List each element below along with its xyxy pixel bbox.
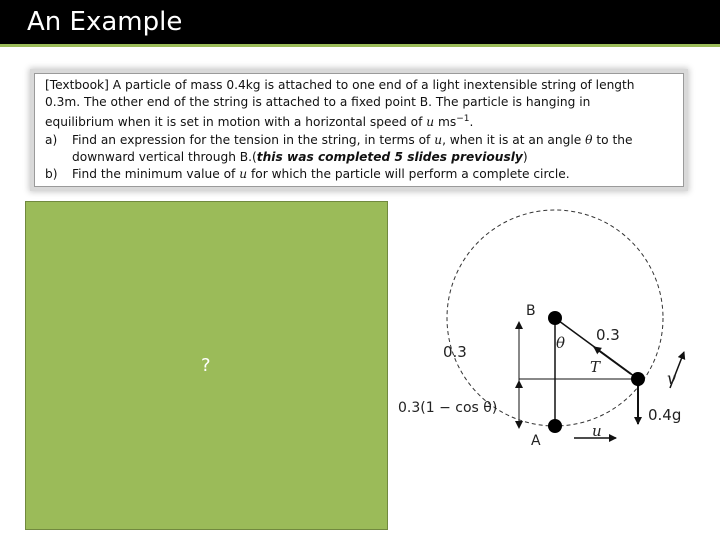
answer-placeholder: ? <box>201 355 211 376</box>
particle <box>631 372 645 386</box>
part-a-var-theta: θ <box>585 132 593 147</box>
part-a-var-u: u <box>434 132 443 147</box>
textbook-tag: [Textbook] <box>45 78 109 92</box>
unit-ms: ms <box>437 115 457 130</box>
label-initial-speed: u <box>592 422 602 440</box>
part-a-close: ) <box>522 149 528 164</box>
part-a-text-1: Find an expression for the tension in the string, in terms of <box>72 132 431 147</box>
part-b-text-2: for which the particle will perform a complete circle. <box>250 167 570 182</box>
part-a-label: a) <box>45 132 58 147</box>
intro-text-1: A particle of mass 0.4kg is attached to one end of a light inextensible string of length <box>112 78 635 92</box>
label-height: 0.3(1 − cos θ) <box>398 400 498 416</box>
label-string-length: 0.3 <box>443 343 467 361</box>
label-tension: T <box>590 358 601 376</box>
part-a-note: this was completed 5 slides previously <box>256 149 523 164</box>
point-B <box>548 311 562 325</box>
intro-text-3: equilibrium when it is set in motion with a horizontal speed of <box>45 115 423 130</box>
var-u: u <box>426 115 435 130</box>
question-intro-line-2: 0.3m. The other end of the string is attached to a fixed point B. The particle is hanging in <box>45 95 591 110</box>
label-theta: θ <box>556 334 566 352</box>
label-B: B <box>526 303 536 319</box>
unit-exponent: −1 <box>456 114 470 125</box>
part-b-text-1: Find the minimum value of <box>72 167 236 182</box>
label-velocity: v <box>667 369 677 388</box>
part-a-text-4: downward vertical through B.( <box>72 149 257 164</box>
slide-title: An Example <box>27 7 183 37</box>
part-b-label: b) <box>45 167 58 182</box>
label-radius: 0.3 <box>596 326 620 344</box>
label-weight: 0.4g <box>648 406 682 424</box>
label-A: A <box>531 433 541 449</box>
part-a-text-3: to the <box>596 132 633 147</box>
point-A <box>548 419 562 433</box>
part-b-var-u: u <box>239 167 248 182</box>
part-a-text-2: , when it is at an angle <box>442 132 582 147</box>
intro-end: . <box>469 115 474 130</box>
